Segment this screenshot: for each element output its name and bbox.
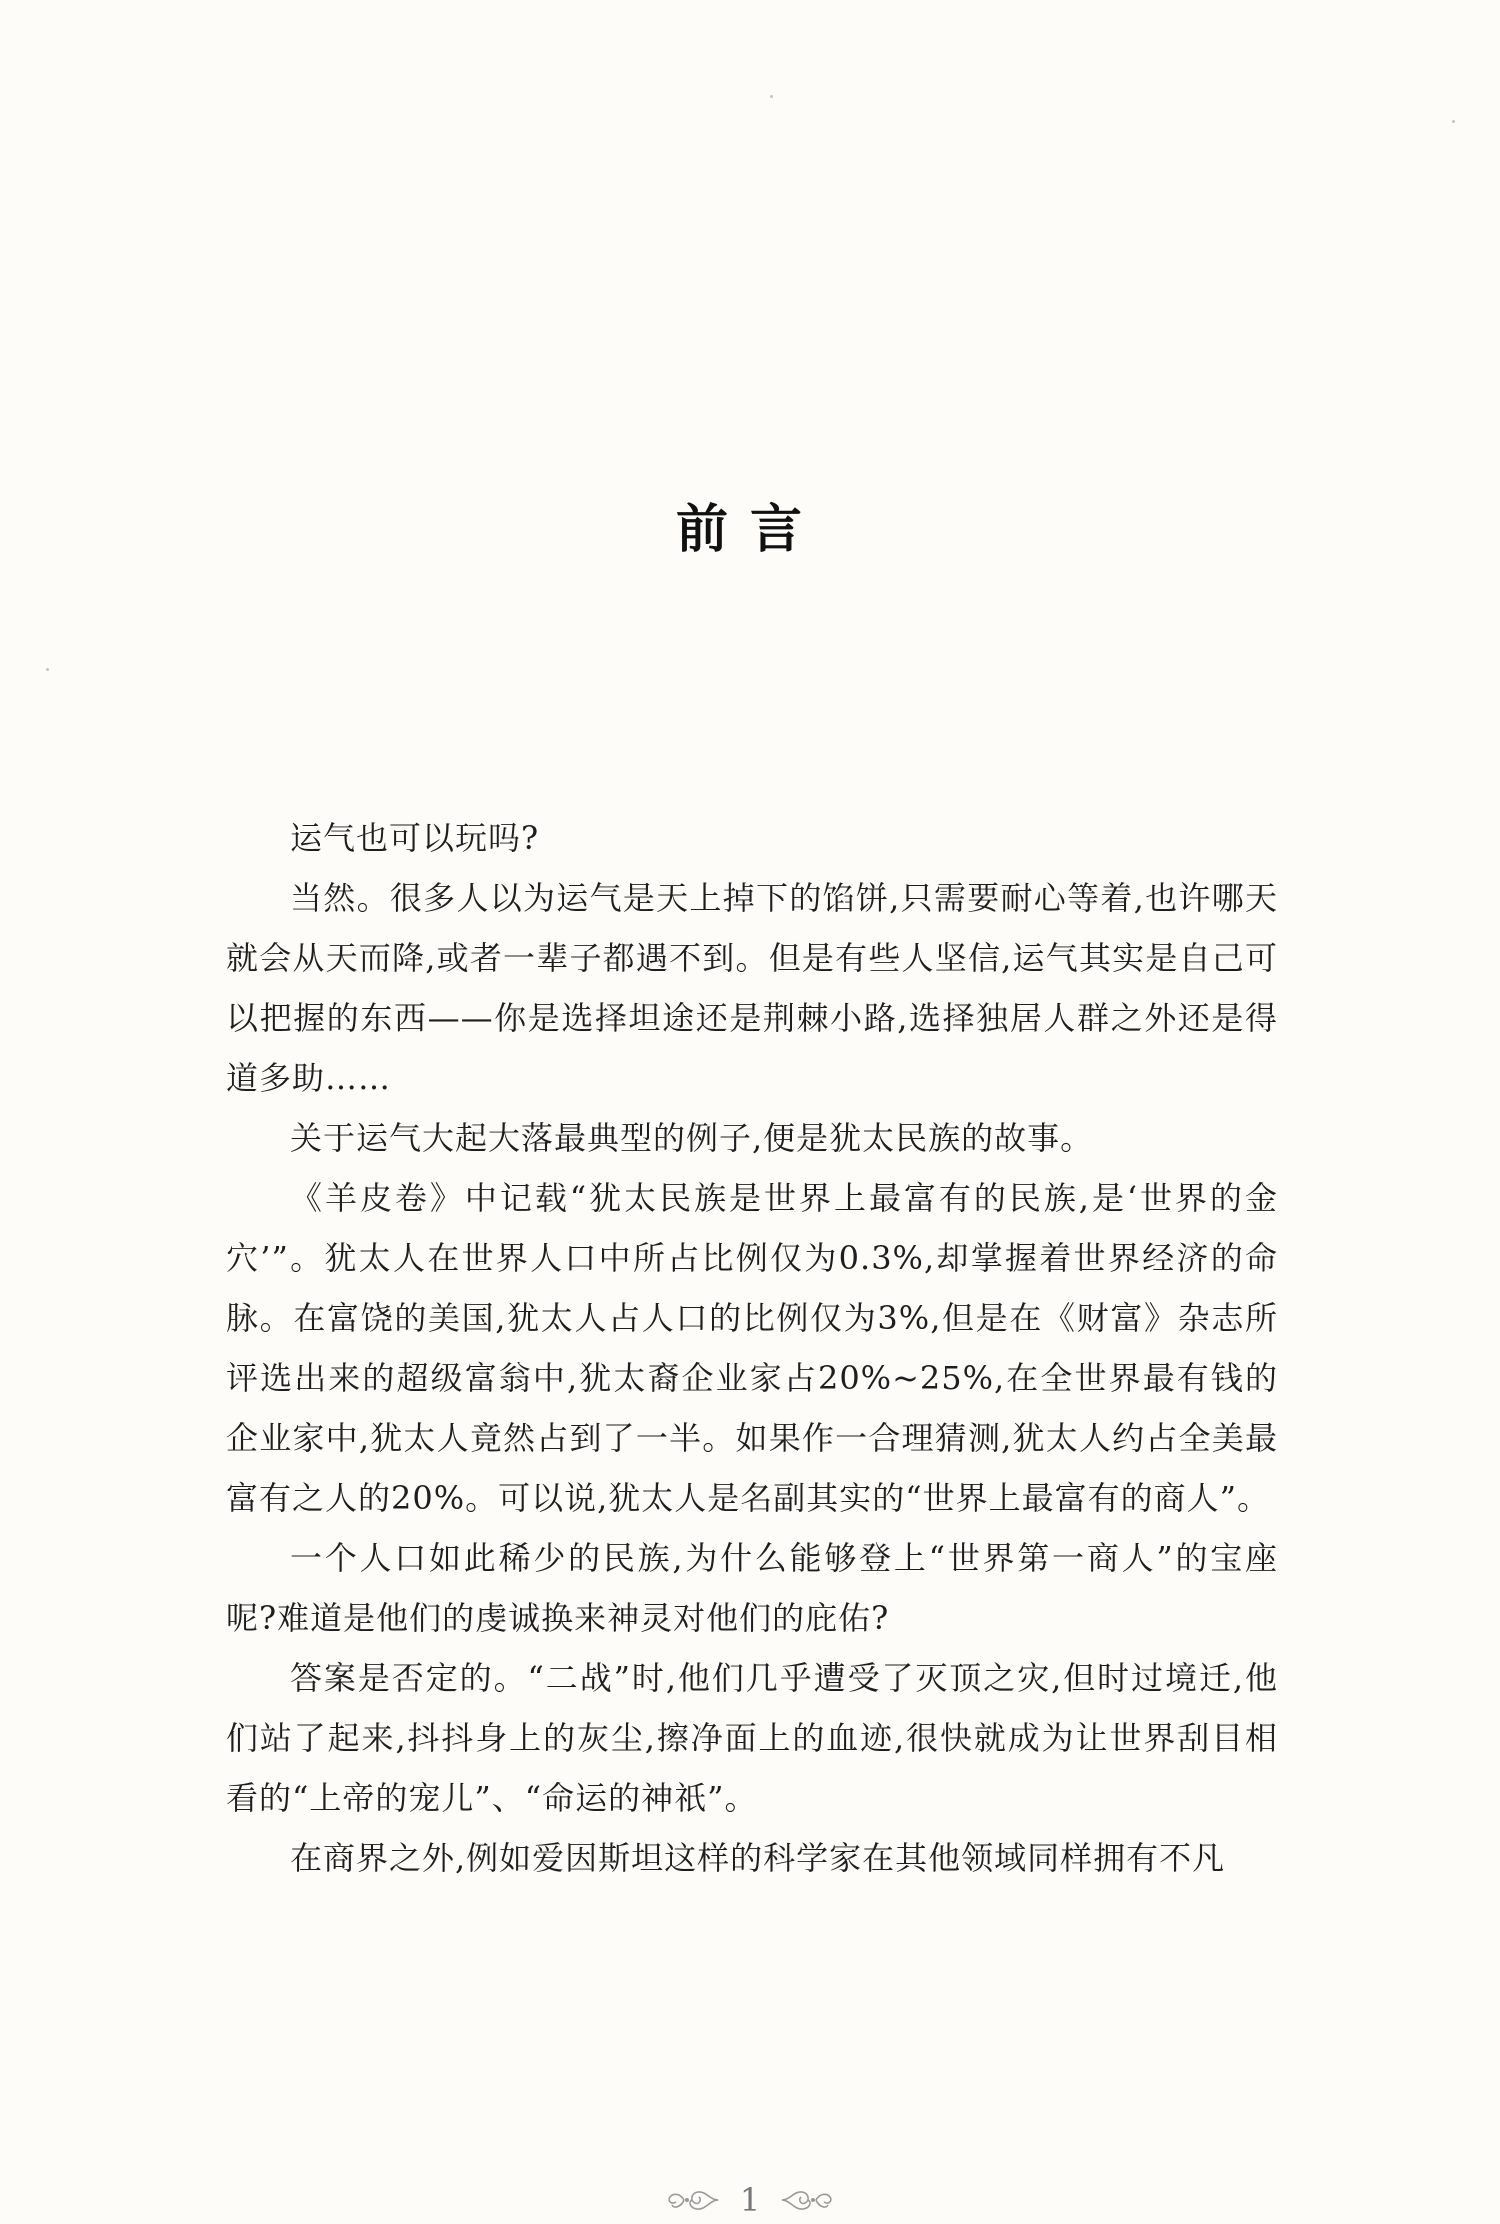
paragraph: 《羊皮卷》中记载“犹太民族是世界上最富有的民族,是‘世界的金穴’”。犹太人在世界人口中所占比例仅为0.3%,却掌握着世界经济的命脉。在富饶的美国,犹太人占人口的比例仅为3%,但是在《财富》杂志所评选出来的超级富翁中,犹太裔企业家占20%~25%,在全世界最有钱的企业家中,犹太人竟然占到了一半。如果作一合理猜测,犹太人约占全美最富有之人的20%。可以说,犹太人是名副其实的“世界上最富有的商人”。 — [226, 1179, 1278, 1517]
body-text — [226, 808, 1278, 1888]
paragraph: 答案是否定的。“二战”时,他们几乎遭受了灭顶之灾,但时过境迁,他们站了起来,抖抖身上的灰尘,擦净面上的血迹,很快就成为让世界刮目相看的“上帝的宠儿”、“命运的神祇”。 — [226, 1659, 1278, 1817]
paper-speck — [1452, 120, 1455, 123]
paragraph: 在商界之外,例如爱因斯坦这样的科学家在其他领域同样拥有不凡 — [290, 1839, 1226, 1877]
paper-speck — [770, 95, 773, 98]
page-footer — [0, 2176, 1500, 2224]
paragraph: 当然。很多人以为运气是天上掉下的馅饼,只需要耐心等着,也许哪天就会从天而降,或者一辈子都遇不到。但是有些人坚信,运气其实是自己可以把握的东西——你是选择坦途还是荆棘小路,选择独居人群之外还是得道多助…… — [226, 879, 1278, 1097]
paper-speck — [46, 668, 49, 671]
left-flourish-icon — [666, 2183, 720, 2217]
page-title: 前言 — [675, 499, 824, 560]
paragraph: 关于运气大起大落最典型的例子,便是犹太民族的故事。 — [290, 1119, 1094, 1157]
paragraph: 一个人口如此稀少的民族,为什么能够登上“世界第一商人”的宝座呢?难道是他们的虔诚换来神灵对他们的庇佑? — [226, 1539, 1278, 1637]
right-flourish-icon — [780, 2183, 834, 2217]
paragraph: 运气也可以玩吗? — [290, 819, 540, 857]
page-number: 1 — [739, 2181, 761, 2219]
